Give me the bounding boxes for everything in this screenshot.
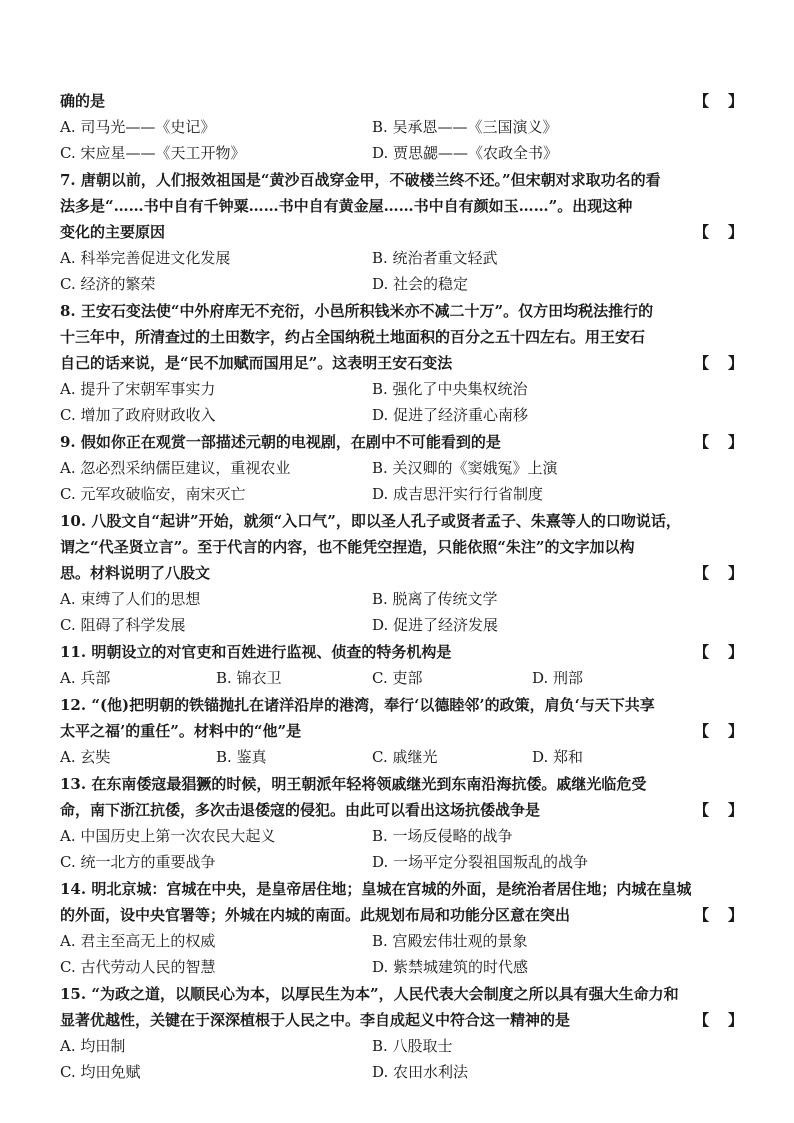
option-row bbox=[60, 665, 710, 691]
stem-line bbox=[60, 981, 710, 1007]
option-d[interactable]: D. 刑部 bbox=[532, 669, 584, 687]
stem-line bbox=[60, 429, 746, 455]
option-row bbox=[60, 612, 710, 638]
option-d[interactable]: D. 农田水利法 bbox=[372, 1063, 469, 1081]
option-a[interactable]: A. 司马光——《史记》 bbox=[60, 118, 216, 136]
question-q8 bbox=[60, 298, 746, 428]
stem-text: 思。材料说明了八股文 bbox=[60, 564, 211, 582]
stem-line bbox=[60, 560, 746, 586]
option-c[interactable]: C. 元军攻破临安，南宋灭亡 bbox=[60, 485, 246, 503]
question-stem bbox=[60, 429, 746, 455]
option-a[interactable]: A. 兵部 bbox=[60, 669, 111, 687]
stem-line bbox=[60, 639, 746, 665]
option-a[interactable]: A. 忽必烈采纳儒臣建议，重视农业 bbox=[60, 459, 291, 477]
question-stem bbox=[60, 692, 746, 744]
answer-bracket[interactable]: 【 】 bbox=[694, 722, 746, 740]
stem-text: 15. “为政之道，以顺民心为本，以厚民生为本”，人民代表大会制度之所以具有强大生命力和 bbox=[60, 985, 679, 1003]
stem-text: 十三年中，所清查过的土田数字，约占全国纳税土地面积的百分之五十四左右。用王安石 bbox=[60, 328, 646, 346]
option-d[interactable]: D. 社会的稳定 bbox=[372, 275, 469, 293]
stem-text: 7. 唐朝以前，人们报效祖国是“黄沙百战穿金甲，不破楼兰终不还。”但宋朝对求取功名的看 bbox=[60, 171, 661, 189]
stem-text: 8. 王安石变法使“中外府库无不充衍，小邑所积钱米亦不减二十万”。仅方田均税法推行的 bbox=[60, 302, 654, 320]
answer-bracket[interactable]: 【 】 bbox=[694, 223, 746, 241]
stem-text: 命，南下浙江抗倭，多次击退倭寇的侵犯。由此可以看出这场抗倭战争是 bbox=[60, 801, 541, 819]
question-stem bbox=[60, 639, 746, 665]
option-row bbox=[60, 271, 710, 297]
option-c[interactable]: C. 均田免赋 bbox=[60, 1063, 141, 1081]
stem-text: 变化的主要原因 bbox=[60, 223, 166, 241]
question-stem bbox=[60, 167, 746, 245]
option-a[interactable]: A. 提升了宋朝军事实力 bbox=[60, 380, 216, 398]
option-a[interactable]: A. 君主至高无上的权威 bbox=[60, 932, 216, 950]
stem-line bbox=[60, 88, 746, 114]
option-b[interactable]: B. 关汉卿的《窦娥冤》上演 bbox=[372, 459, 558, 477]
stem-text: 法多是“……书中自有千钟粟……书中自有黄金屋……书中自有颜如玉……”。出现这种 bbox=[60, 197, 633, 215]
option-row bbox=[60, 402, 710, 428]
option-b[interactable]: B. 宫殿宏伟壮观的景象 bbox=[372, 932, 528, 950]
option-d[interactable]: D. 促进了经济重心南移 bbox=[372, 406, 529, 424]
question-stem bbox=[60, 88, 746, 114]
stem-line bbox=[60, 534, 710, 560]
stem-line bbox=[60, 324, 710, 350]
stem-text: 9. 假如你正在观赏一部描述元朝的电视剧，在剧中不可能看到的是 bbox=[60, 433, 501, 451]
option-b[interactable]: B. 锦衣卫 bbox=[216, 669, 282, 687]
stem-line bbox=[60, 508, 710, 534]
answer-bracket[interactable]: 【 】 bbox=[694, 564, 746, 582]
option-d[interactable]: D. 一场平定分裂祖国叛乱的战争 bbox=[372, 853, 589, 871]
stem-line bbox=[60, 219, 746, 245]
option-d[interactable]: D. 贾思勰——《农政全书》 bbox=[372, 144, 559, 162]
option-row bbox=[60, 1059, 710, 1085]
stem-line bbox=[60, 797, 746, 823]
question-stem bbox=[60, 298, 746, 376]
option-c[interactable]: C. 吏部 bbox=[372, 669, 423, 687]
option-row bbox=[60, 586, 710, 612]
stem-text: 11. 明朝设立的对官吏和百姓进行监视、侦查的特务机构是 bbox=[60, 643, 452, 661]
option-b[interactable]: B. 脱离了传统文学 bbox=[372, 590, 498, 608]
option-b[interactable]: B. 一场反侵略的战争 bbox=[372, 827, 513, 845]
option-row bbox=[60, 928, 710, 954]
option-b[interactable]: B. 八股取士 bbox=[372, 1037, 453, 1055]
question-stem bbox=[60, 508, 746, 586]
stem-text: 14. 明北京城：宫城在中央，是皇帝居住地；皇城在宫城的外面，是统治者居住地；内城在皇城 bbox=[60, 880, 692, 898]
stem-line bbox=[60, 167, 710, 193]
option-c[interactable]: C. 增加了政府财政收入 bbox=[60, 406, 216, 424]
answer-bracket[interactable]: 【 】 bbox=[694, 92, 746, 110]
answer-bracket[interactable]: 【 】 bbox=[694, 643, 746, 661]
option-d[interactable]: D. 郑和 bbox=[532, 748, 584, 766]
option-c[interactable]: C. 阻碍了科学发展 bbox=[60, 616, 186, 634]
stem-text: 自己的话来说，是“民不加赋而国用足”。这表明王安石变法 bbox=[60, 354, 453, 372]
option-a[interactable]: A. 科举完善促进文化发展 bbox=[60, 249, 231, 267]
question-q10 bbox=[60, 508, 746, 638]
answer-bracket[interactable]: 【 】 bbox=[694, 906, 746, 924]
question-stem bbox=[60, 981, 746, 1033]
stem-text: 13. 在东南倭寇最猖獗的时候，明王朝派年轻将领戚继光到东南沿海抗倭。戚继光临危受 bbox=[60, 775, 647, 793]
option-c[interactable]: C. 戚继光 bbox=[372, 748, 438, 766]
question-q7 bbox=[60, 167, 746, 297]
question-stem bbox=[60, 876, 746, 928]
option-c[interactable]: C. 经济的繁荣 bbox=[60, 275, 156, 293]
option-row bbox=[60, 744, 710, 770]
stem-line bbox=[60, 193, 710, 219]
option-row bbox=[60, 455, 710, 481]
stem-line bbox=[60, 902, 746, 928]
option-a[interactable]: A. 玄奘 bbox=[60, 748, 111, 766]
stem-text: 显著优越性，关键在于深深植根于人民之中。李自成起义中符合这一精神的是 bbox=[60, 1011, 571, 1029]
stem-line bbox=[60, 692, 710, 718]
option-c[interactable]: C. 统一北方的重要战争 bbox=[60, 853, 216, 871]
question-q12 bbox=[60, 692, 746, 770]
option-d[interactable]: D. 成吉思汗实行行省制度 bbox=[372, 485, 544, 503]
option-row bbox=[60, 954, 710, 980]
option-row bbox=[60, 481, 710, 507]
question-q6 bbox=[60, 88, 746, 166]
question-q9 bbox=[60, 429, 746, 507]
option-b[interactable]: B. 鉴真 bbox=[216, 748, 267, 766]
stem-text: 10. 八股文自“起讲”开始，就须“入口气”，即以圣人孔子或贤者孟子、朱熹等人的口吻说话， bbox=[60, 512, 681, 530]
option-b[interactable]: B. 强化了中央集权统治 bbox=[372, 380, 528, 398]
option-row bbox=[60, 823, 710, 849]
question-q11 bbox=[60, 639, 746, 691]
stem-line bbox=[60, 298, 710, 324]
answer-bracket[interactable]: 【 】 bbox=[694, 354, 746, 372]
answer-bracket[interactable]: 【 】 bbox=[694, 433, 746, 451]
option-row bbox=[60, 376, 710, 402]
answer-bracket[interactable]: 【 】 bbox=[694, 801, 746, 819]
stem-text: 的外面，设中央官署等；外城在内城的南面。此规划布局和功能分区意在突出 bbox=[60, 906, 571, 924]
answer-bracket[interactable]: 【 】 bbox=[694, 1011, 746, 1029]
stem-line bbox=[60, 718, 746, 744]
question-stem bbox=[60, 771, 746, 823]
stem-text: 确的是 bbox=[60, 92, 106, 110]
option-row bbox=[60, 140, 710, 166]
stem-text: 太平之福’的重任”。材料中的“他”是 bbox=[60, 722, 302, 740]
option-row bbox=[60, 1033, 710, 1059]
stem-line bbox=[60, 1007, 746, 1033]
question-q13 bbox=[60, 771, 746, 875]
stem-text: 谓之“代圣贤立言”。至于代言的内容，也不能凭空捏造，只能依照“朱注”的文字加以构 bbox=[60, 538, 635, 556]
question-q14 bbox=[60, 876, 746, 980]
option-row bbox=[60, 114, 710, 140]
option-a[interactable]: A. 中国历史上第一次农民大起义 bbox=[60, 827, 276, 845]
option-d[interactable]: D. 促进了经济发展 bbox=[372, 616, 499, 634]
stem-text: 12. “(他)把明朝的铁锚抛扎在诸洋沿岸的港湾，奉行‘以德睦邻’的政策，肩负‘与天下共享 bbox=[60, 696, 655, 714]
option-a[interactable]: A. 束缚了人们的思想 bbox=[60, 590, 201, 608]
option-row bbox=[60, 245, 710, 271]
stem-line bbox=[60, 350, 746, 376]
question-q15 bbox=[60, 981, 746, 1085]
option-c[interactable]: C. 宋应星——《天工开物》 bbox=[60, 144, 246, 162]
stem-line bbox=[60, 771, 710, 797]
stem-line bbox=[60, 876, 710, 902]
option-row bbox=[60, 849, 710, 875]
option-b[interactable]: B. 统治者重文轻武 bbox=[372, 249, 498, 267]
option-b[interactable]: B. 吴承恩——《三国演义》 bbox=[372, 118, 558, 136]
option-a[interactable]: A. 均田制 bbox=[60, 1037, 126, 1055]
option-c[interactable]: C. 古代劳动人民的智慧 bbox=[60, 958, 216, 976]
option-d[interactable]: D. 紫禁城建筑的时代感 bbox=[372, 958, 529, 976]
